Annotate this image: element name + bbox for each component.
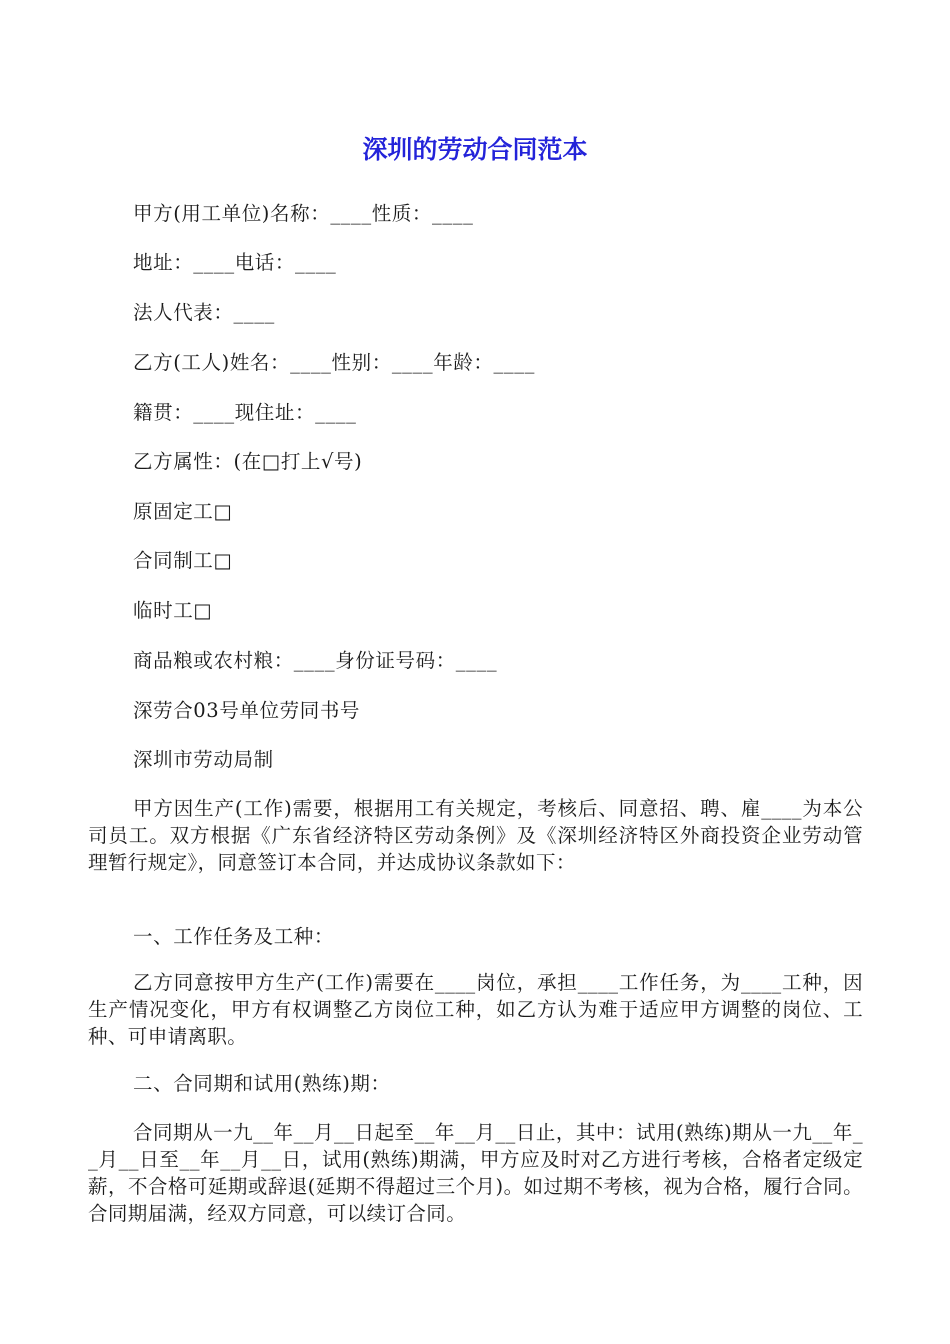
option-temporary-worker: 临时工□ [133, 599, 213, 622]
issuer-line: 深圳市劳动局制 [133, 748, 274, 771]
grain-id-line: 商品粮或农村粮：____身份证号码：____ [133, 649, 498, 672]
option-contract-worker: 合同制工□ [133, 549, 233, 572]
employer-address-line: 地址：____电话：____ [133, 251, 337, 274]
intro-paragraph: 甲方因生产(工作)需要，根据用工有关规定，考核后、同意招、聘、雇____为本公司员工。双方根据《广东省经济特区劳动条例》及《深圳经济特区外商投资企业劳动管理暂行规定》，同意签订本合同，并达成协议条款如下： [88, 797, 863, 874]
employee-name-line: 乙方(工人)姓名：____性别：____年龄：____ [133, 351, 535, 374]
legal-representative-line: 法人代表：____ [133, 301, 275, 324]
employee-origin-line: 籍贯：____现住址：____ [133, 401, 357, 424]
section2-heading: 二、合同期和试用(熟练)期： [133, 1072, 391, 1095]
employee-type-line: 乙方属性：(在□打上√号) [133, 450, 363, 473]
section1-body: 乙方同意按甲方生产(工作)需要在____岗位，承担____工作任务，为____工种，因生产情况变化，甲方有权调整乙方岗位工种，如乙方认为难于适应甲方调整的岗位、工种、可申请离职。 [88, 971, 863, 1048]
option-permanent-worker: 原固定工□ [133, 500, 233, 523]
section1-heading: 一、工作任务及工种： [133, 925, 335, 948]
contract-number-line: 深劳合03号单位劳同书号 [133, 699, 361, 722]
document-title: 深圳的劳动合同范本 [362, 135, 588, 164]
employer-name-line: 甲方(用工单位)名称：____性质：____ [133, 202, 474, 225]
section2-body: 合同期从一九__年__月__日起至__年__月__日止，其中：试用(熟练)期从一九__年__月__日至__年__月__日，试用(熟练)期满，甲方应及时对乙方进行考核，合格者定级定薪，不合格可延期或辞退(延期不得超过三个月)。如过期不考核，视为合格，履行合同。合同期届满，经双方同意，可以续订合同。 [88, 1121, 863, 1225]
